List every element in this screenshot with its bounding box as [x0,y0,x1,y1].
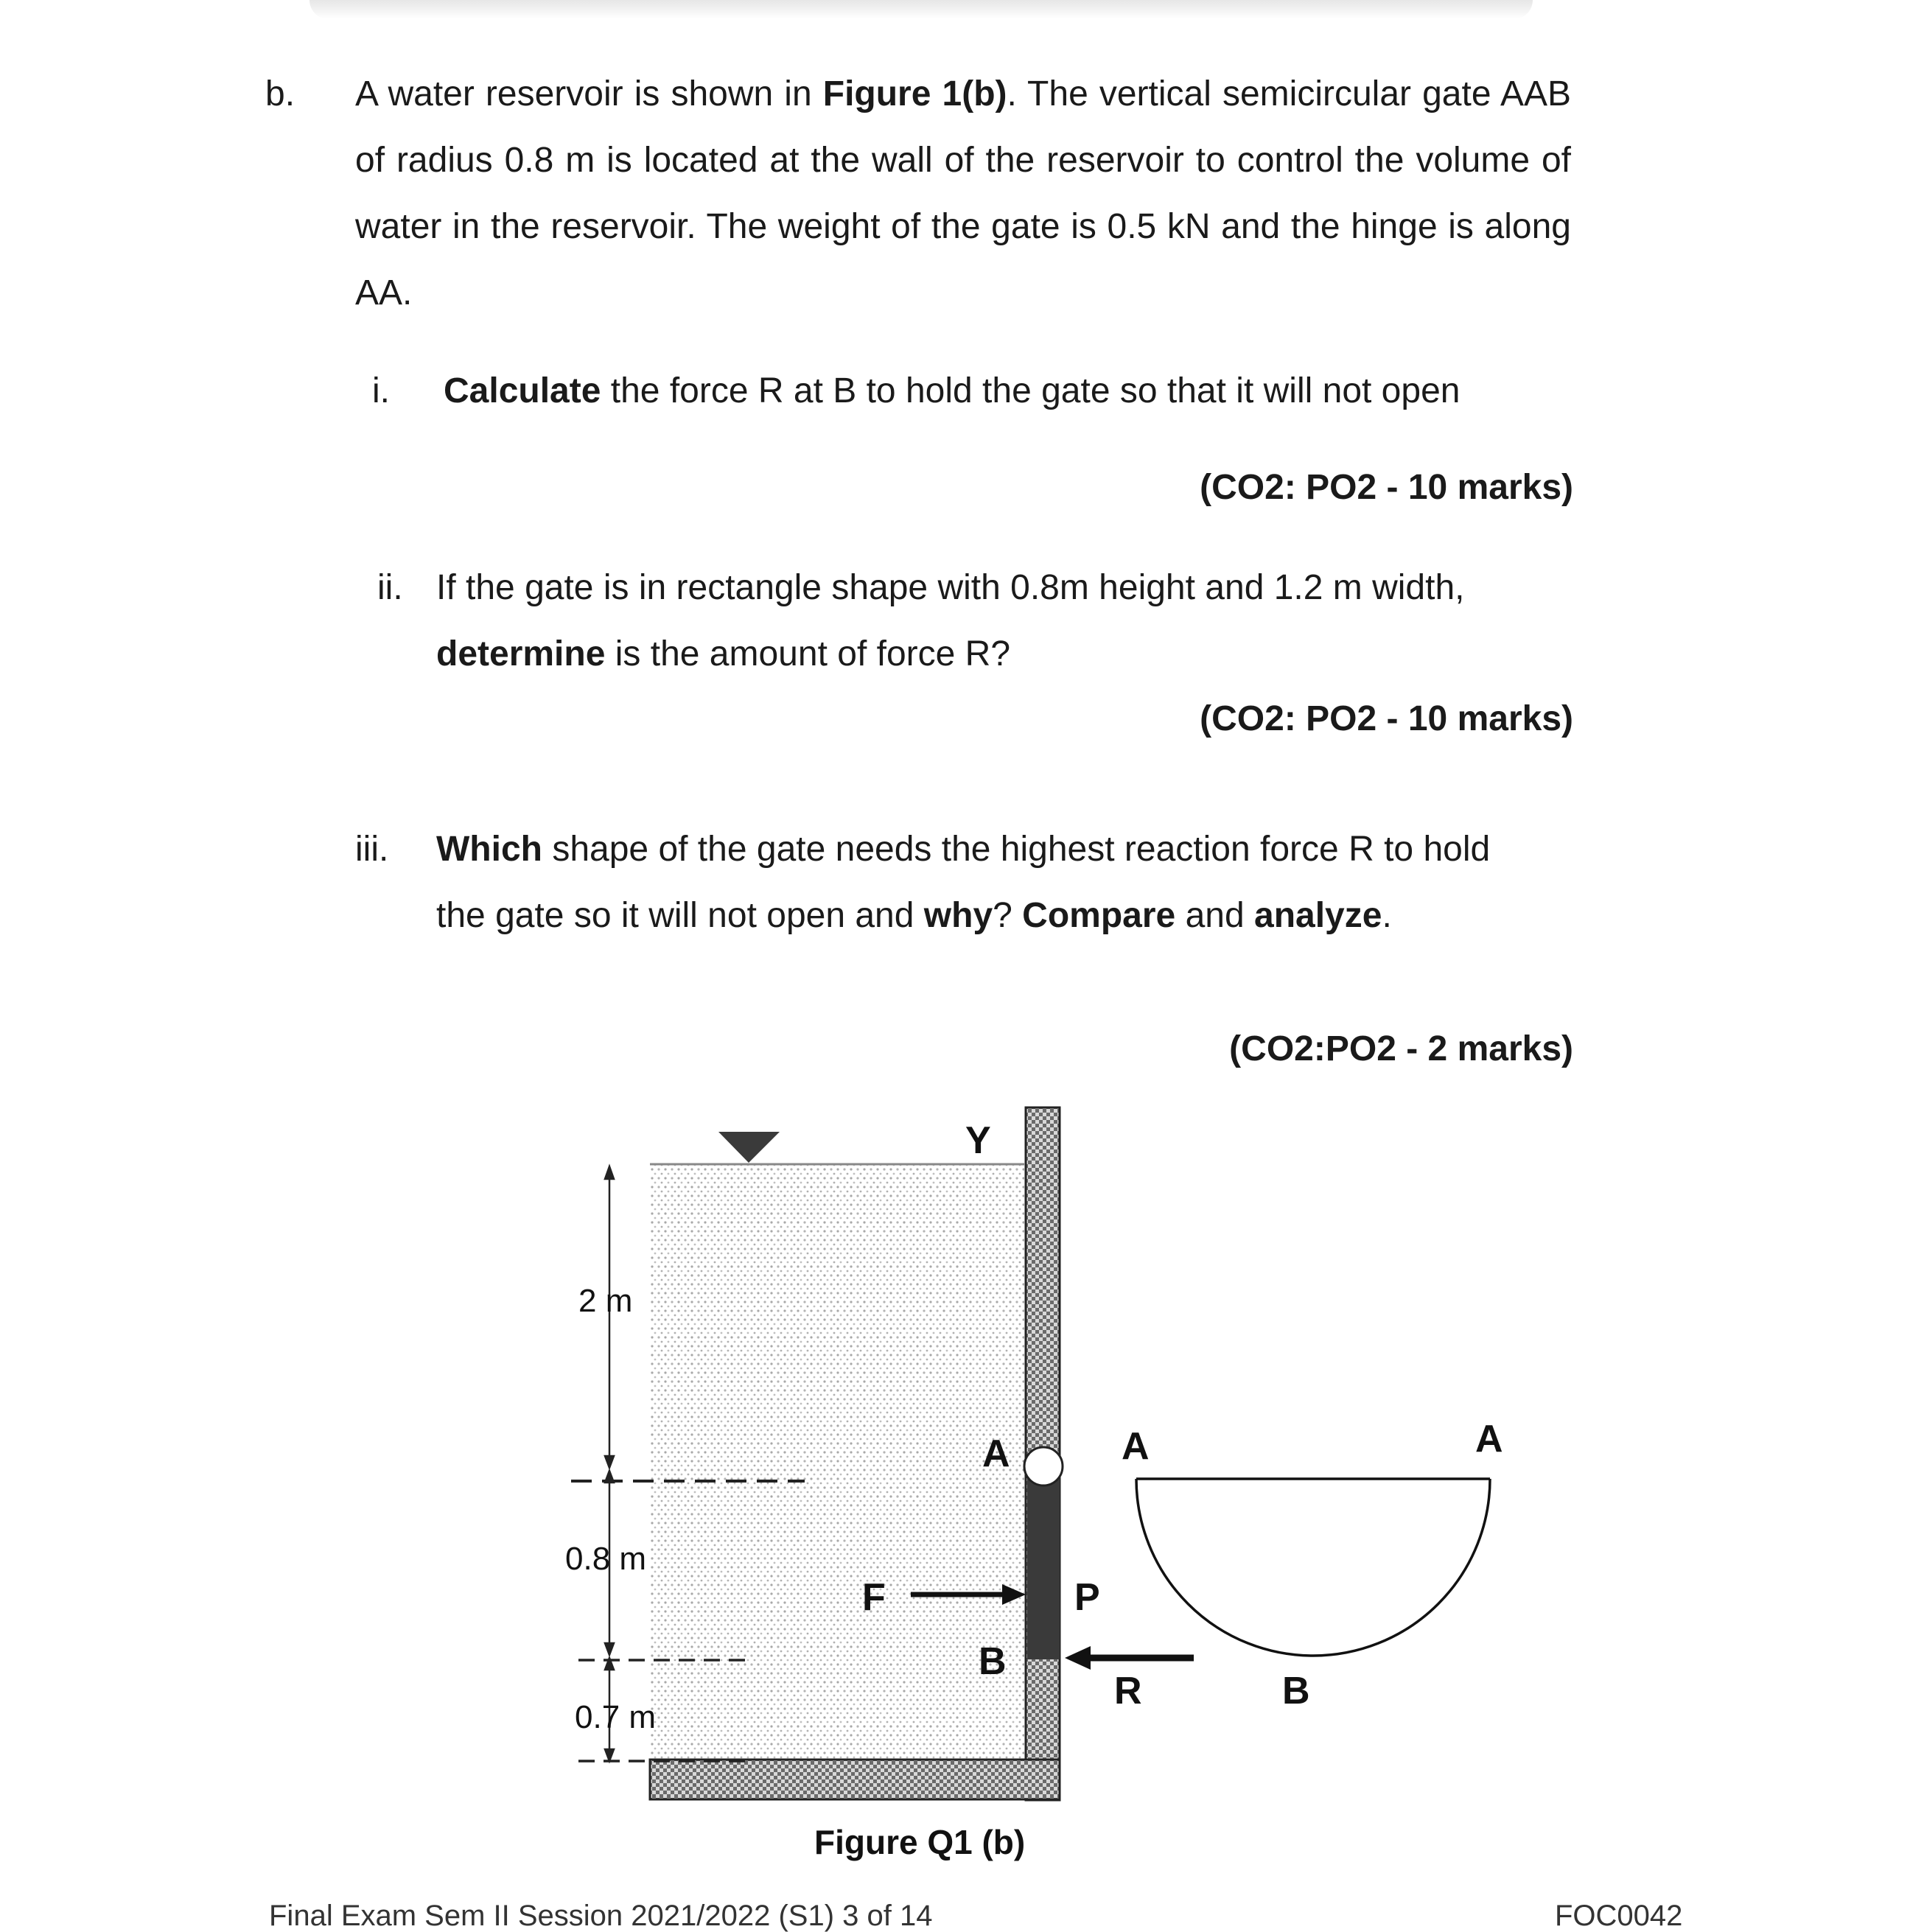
question-label: b. [265,74,295,113]
label-p: P [1074,1576,1100,1619]
part-ii-line1: If the gate is in rectangle shape with 0.8m height and 1.2 m width, [436,568,1465,607]
part-iii-bold-analyze: analyze [1254,896,1382,935]
part-i-marks: (CO2: PO2 - 10 marks) [1200,468,1573,507]
part-iii-body-2: the gate so it will not open and [436,896,924,935]
part-iii-bold-compare: Compare [1022,896,1176,935]
label-r: R [1114,1670,1142,1712]
footer-left: Final Exam Sem II Session 2021/2022 (S1) 3 of 14 [269,1900,933,1932]
label-0-7m: 0.7 m [575,1699,657,1735]
part-i-bold: Calculate [444,371,601,410]
hinge-icon [1024,1447,1063,1485]
part-ii-label: ii. [377,568,403,607]
part-ii-marks: (CO2: PO2 - 10 marks) [1200,699,1573,738]
intro-text-2: . The vertical semicircular gate AAB of radius 0.8 m is located at the wall of the reservoir to control the volume of water in the reservoir. The weight of the gate is 0.5 kN and the hinge is along AA. [355,74,1572,312]
label-b-wall: B [979,1640,1007,1683]
dimension-lines [605,1166,614,1761]
label-2m: 2 m [578,1283,633,1319]
label-0-8m: 0.8 m [565,1541,647,1577]
footer-right: FOC0042 [1555,1900,1683,1932]
figure-caption: Figure Q1 (b) [814,1823,1026,1861]
force-r-arrowhead [1065,1646,1091,1670]
part-iii-marks: (CO2:PO2 - 2 marks) [1229,1029,1573,1068]
label-f: F [862,1576,886,1619]
part-i-body: the force R at B to hold the gate so that it will not open [601,371,1461,410]
part-ii-body: is the amount of force R? [605,634,1011,673]
gate [1027,1471,1060,1659]
part-iii-body-3: ? [993,896,1023,935]
label-b-semi: B [1282,1670,1310,1712]
part-iii-label: iii. [355,830,389,869]
label-a-wall: A [982,1432,1010,1475]
part-iii-body-5: . [1382,896,1392,935]
label-a-right: A [1475,1418,1503,1460]
part-i-label: i. [372,371,390,410]
part-iii-bold-why: why [923,896,993,935]
part-iii-body-4: and [1175,896,1254,935]
water-body [650,1164,1024,1760]
reservoir-floor [650,1760,1060,1799]
intro-figure-ref: Figure 1(b) [822,74,1007,113]
free-surface-icon [718,1132,780,1163]
label-a-left: A [1122,1425,1150,1468]
part-ii-bold: determine [436,634,606,673]
part-iii-bold-which: Which [436,830,542,869]
intro-text-1: A water reservoir is shown in [355,74,823,113]
label-y: Y [965,1119,991,1162]
part-iii-body-1: shape of the gate needs the highest reaction force R to hold [542,830,1491,869]
semicircle-gate-view [1136,1479,1490,1656]
